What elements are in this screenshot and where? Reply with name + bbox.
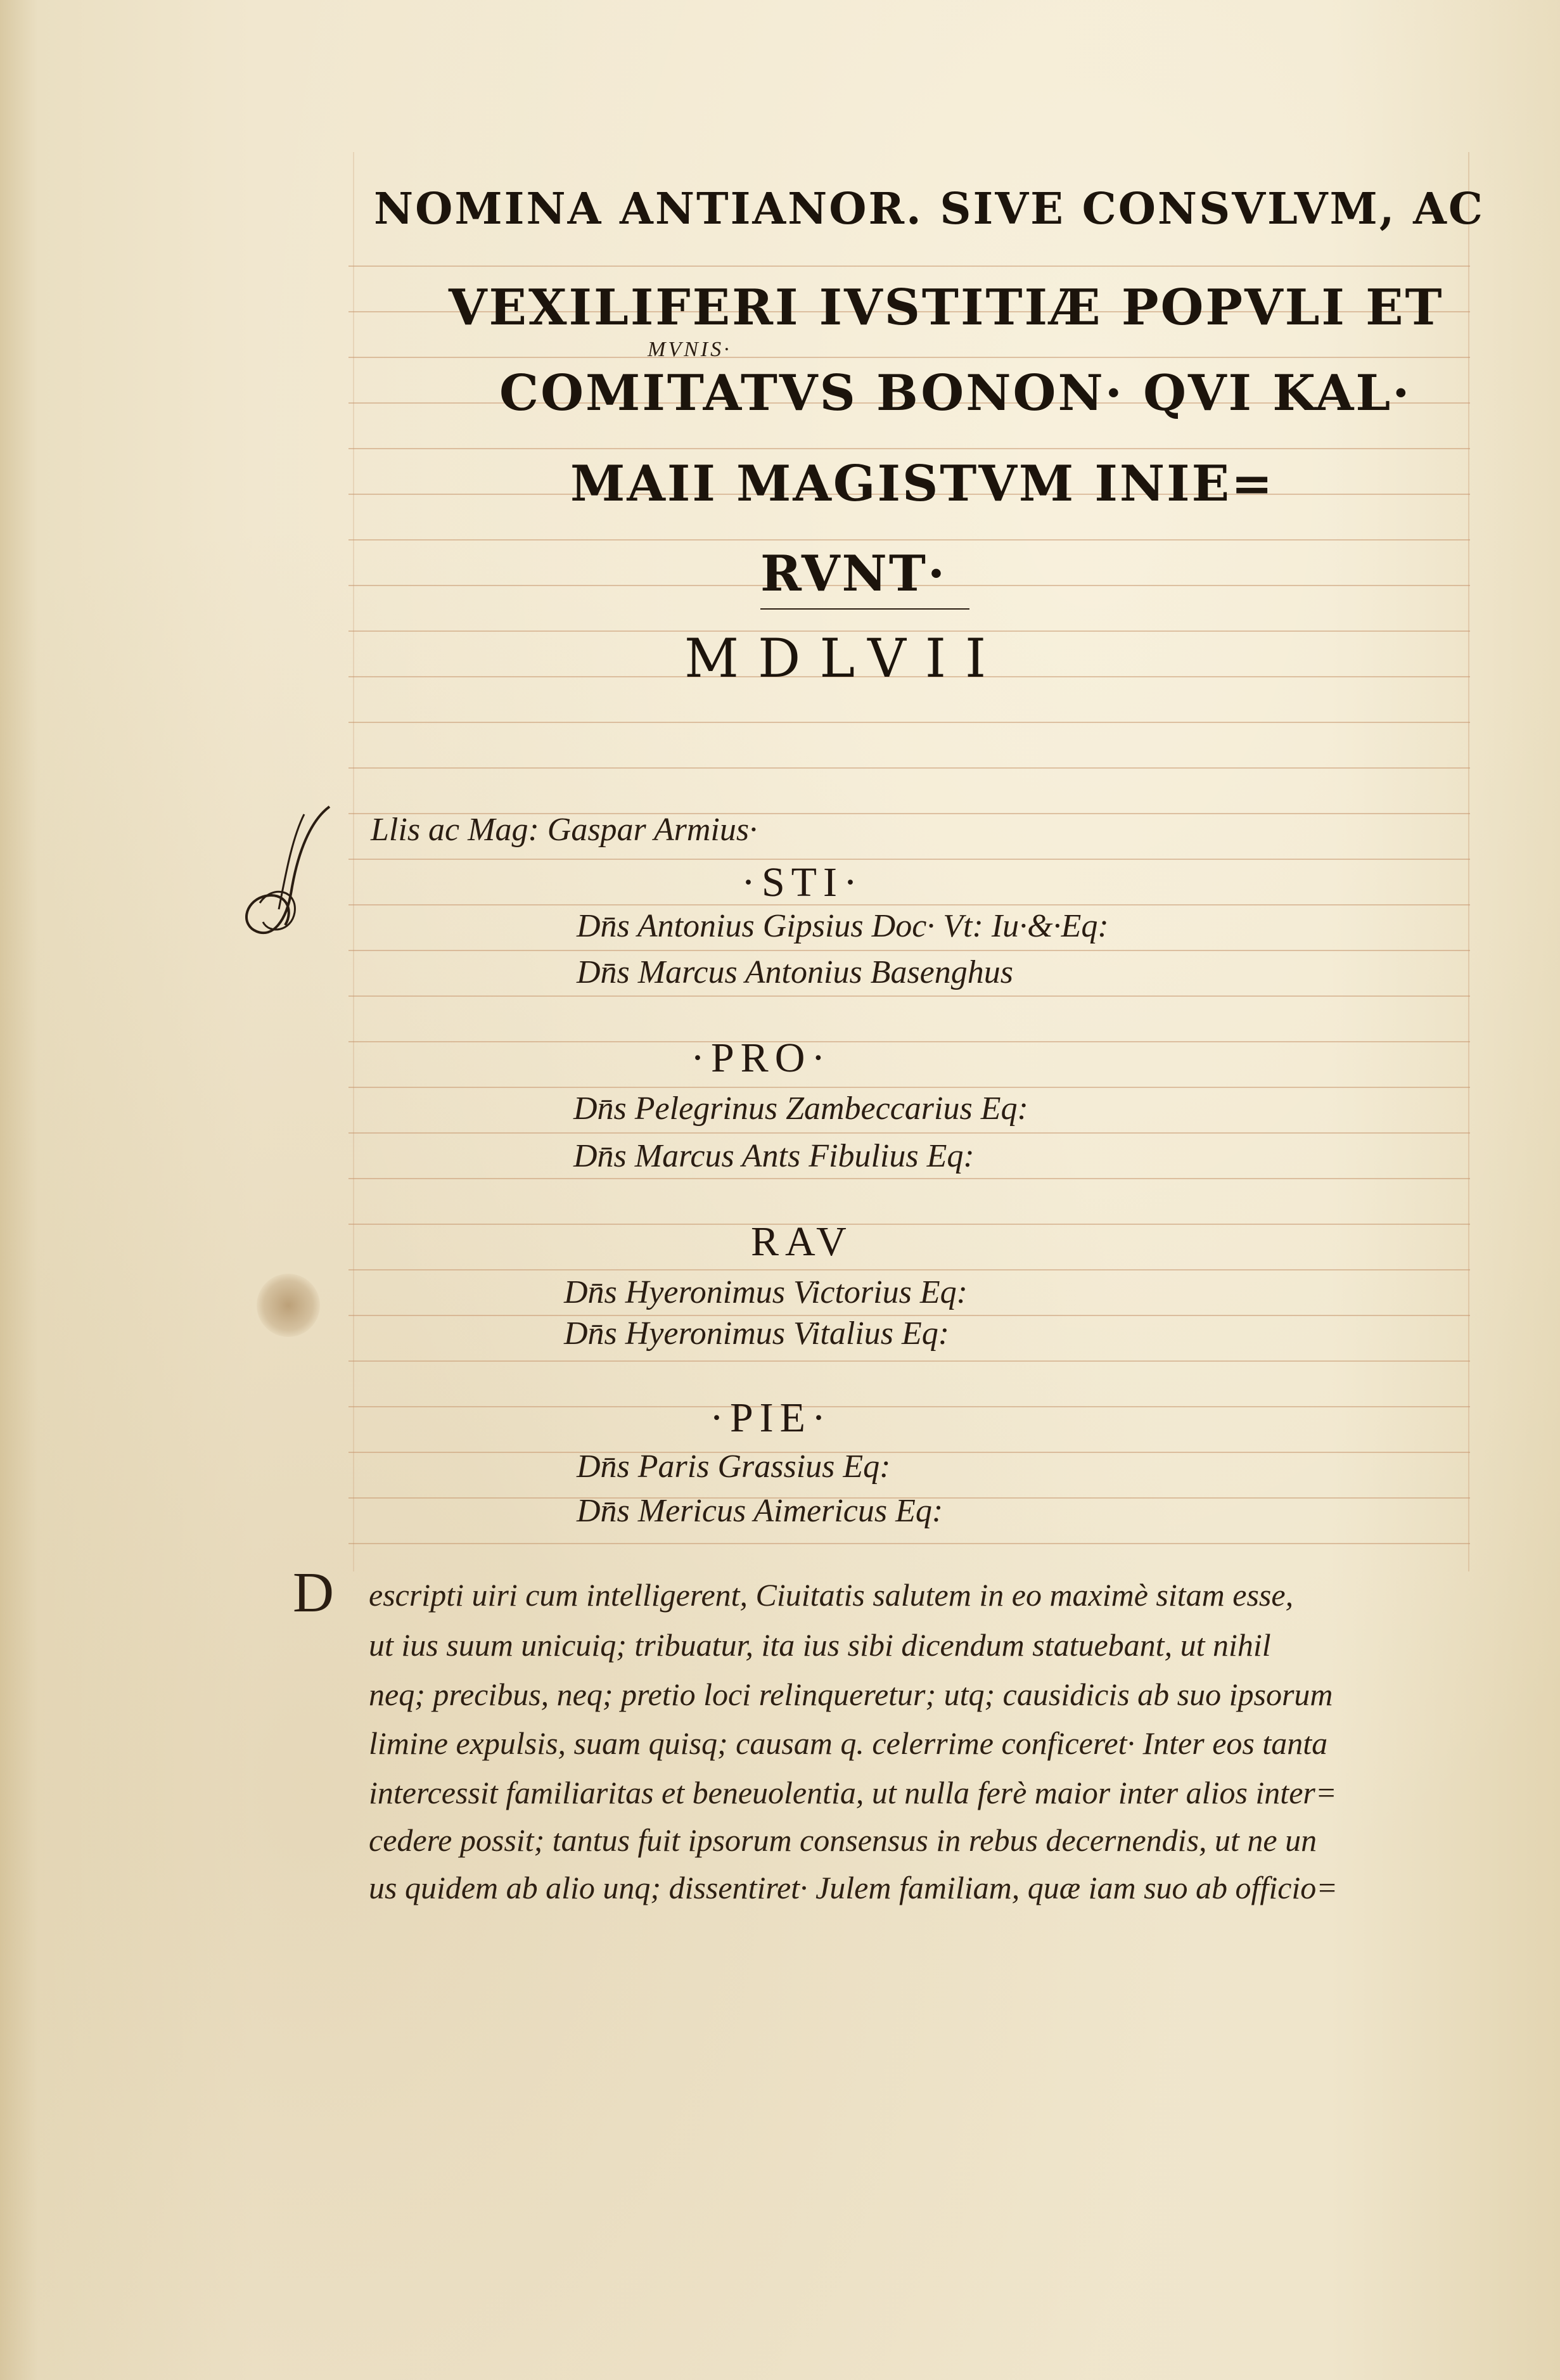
paragraph-line: intercessit familiaritas et beneuolentia, ut nulla ferè maior inter alios inter= [369,1775,1337,1810]
entry-name: Dn̄s Marcus Antonius Basenghus [577,954,1013,990]
paragraph-initial: D [293,1561,334,1624]
title-line-5: RVNT· [760,545,947,603]
flourish-initial-icon [234,802,348,947]
paragraph-line: neq; precibus, neq; pretio loci relinqueretur; utq; causidicis ab suo ipsorum [369,1677,1333,1712]
entry-name: Dn̄s Hyeronimus Victorius Eq: [564,1274,968,1310]
first-entry: Llis ac Mag: Gaspar Armius· [371,812,758,848]
section-heading-sti: ·STI· [741,859,864,905]
paragraph-line: ut ius suum unicuiq; tribuatur, ita ius sibi dicendum statuebant, ut nihil [369,1627,1271,1663]
title-line-3: COMITATVS BONON· QVI KAL· [499,364,1412,422]
paragraph-line: us quidem ab alio unq; dissentiret· Julem familiam, quæ iam suo ab officio= [369,1870,1338,1905]
entry-name: Dn̄s Mericus Aimericus Eq: [577,1493,943,1529]
title-line-1: NOMINA ANTIANOR. SIVE CONSVLVM, AC [374,184,1485,234]
entry-name: Dn̄s Antonius Gipsius Doc· Vt: Iu·&·Eq: [577,908,1109,944]
title-superscript: MVNIS· [648,338,732,361]
paragraph-line: cedere possit; tantus fuit ipsorum consensus in rebus decernendis, ut ne un [369,1822,1317,1858]
title-line-4: MAII MAGISTVM INIE= [570,455,1275,513]
entry-name: Dn̄s Marcus Ants Fibulius Eq: [573,1138,975,1174]
title-underline [760,608,969,610]
entry-name: Dn̄s Pelegrinus Zambeccarius Eq: [573,1091,1028,1127]
title-line-2: VEXILIFERI IVSTITIÆ POPVLI ET [449,279,1444,336]
title-year: MDLVII [684,627,1006,689]
ink-stain [257,1274,320,1337]
entry-name: Dn̄s Paris Grassius Eq: [577,1449,891,1485]
paragraph-line: limine expulsis, suam quisq; causam q. celerrime conficeret· Inter eos tanta [369,1725,1328,1761]
entry-name: Dn̄s Hyeronimus Vitalius Eq: [564,1315,950,1352]
section-heading-rav: RAV [751,1219,853,1265]
section-heading-pie: ·PIE· [710,1395,832,1441]
section-heading-pro: ·PRO· [691,1035,832,1081]
paragraph-line: escripti uiri cum intelligerent, Ciuitatis salutem in eo maximè sitam esse, [369,1577,1294,1613]
